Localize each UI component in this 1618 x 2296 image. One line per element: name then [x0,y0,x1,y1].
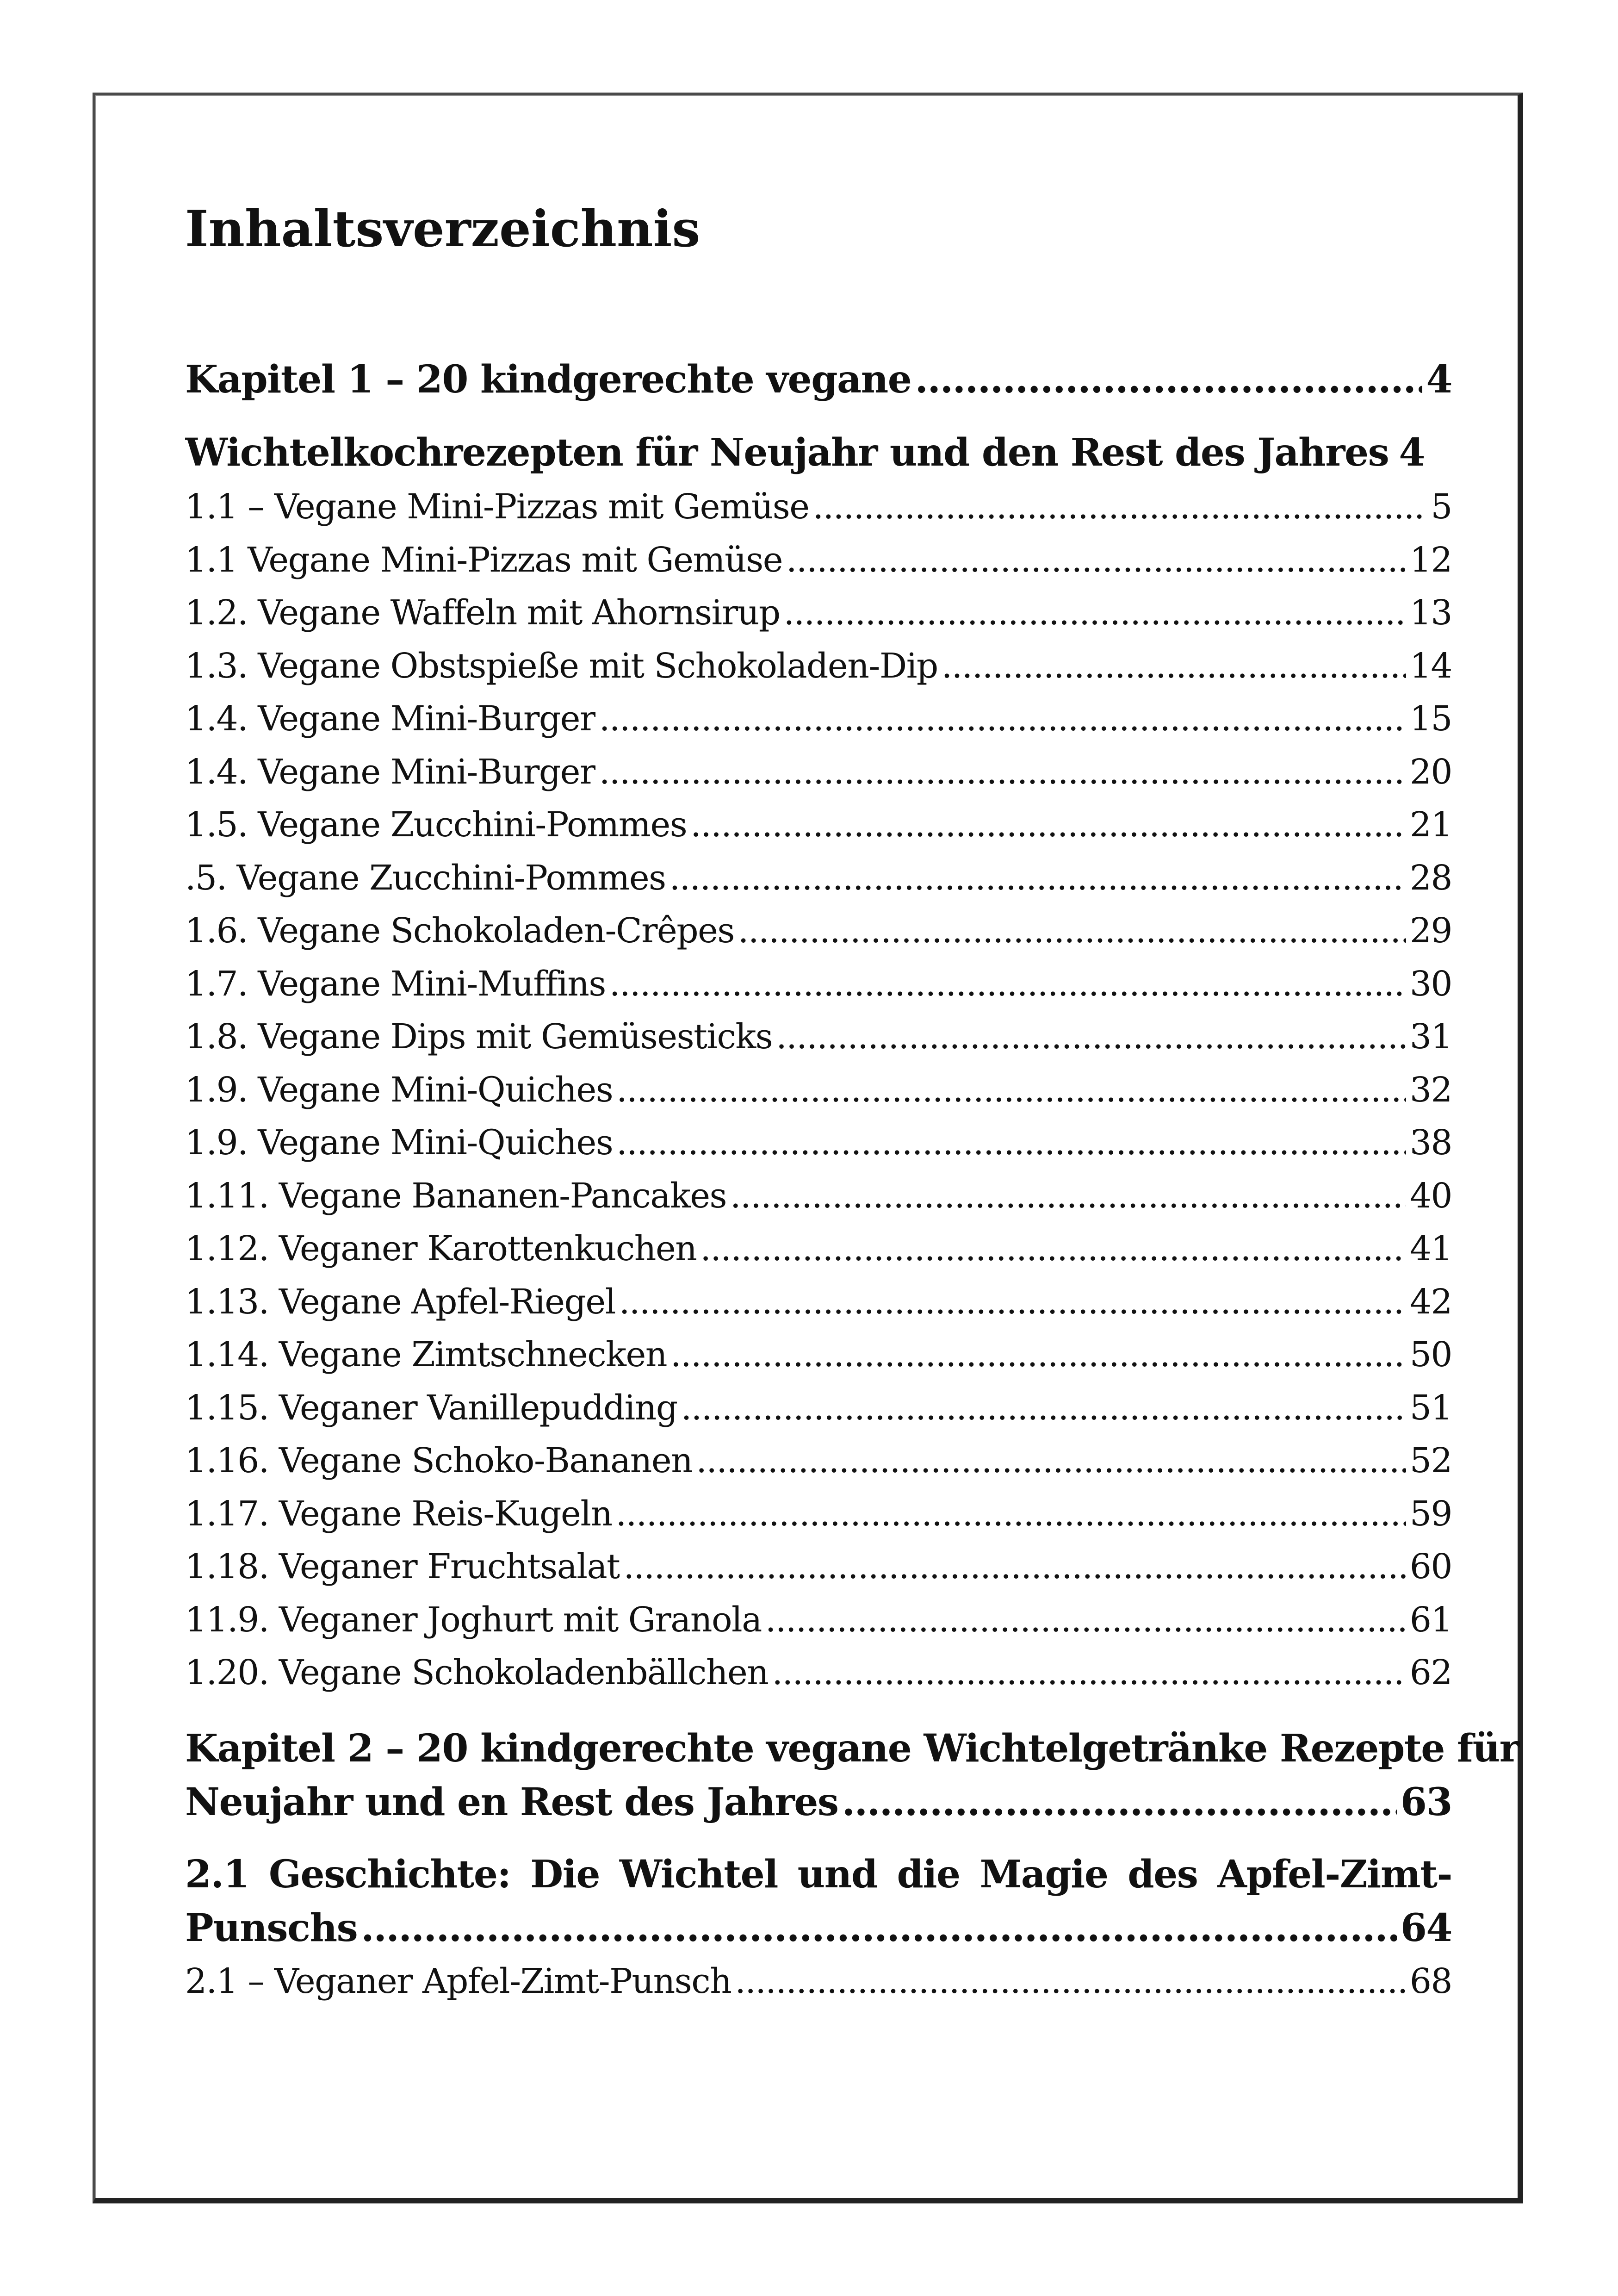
toc-entry-label: 1.9. Vegane Mini-Quiches [185,1070,613,1110]
toc-chapter-1-line-2[interactable] [185,425,1452,480]
toc-entry[interactable] [185,586,1452,640]
toc-entry-label: 1.18. Veganer Fruchtsalat [185,1547,620,1587]
dot-leader [776,1010,1406,1064]
toc-section-2-1-line-2 [185,1901,1452,1955]
toc-entry-label: Kapitel 2 – 20 kindgerechte vegane Wichtelgetränke Rezepte für [185,1726,1519,1771]
toc-entry-label: 1.4. Vegane Mini-Burger [185,752,595,792]
dot-leader [842,1775,1397,1829]
toc-entry-label: 1.13. Vegane Apfel-Riegel [185,1282,615,1322]
toc-entry[interactable] [185,1540,1452,1593]
dot-leader [730,1170,1406,1223]
toc-entry-label: 1.5. Vegane Zucchini-Pommes [185,805,687,845]
toc-entry-label: Punschs [185,1905,358,1950]
toc-entry-label: Neujahr und en Rest des Jahres [185,1780,838,1824]
dot-leader [609,958,1406,1011]
toc-entry-label: 1.16. Vegane Schoko-Bananen [185,1441,693,1481]
toc-entry[interactable] [185,1010,1452,1064]
dot-leader [670,1328,1406,1381]
toc-entry-page: 12 [1409,540,1452,580]
toc-entry-page: 63 [1400,1780,1452,1824]
dot-leader [738,904,1406,958]
toc-entry-label: 1.6. Vegane Schokoladen-Crêpes [185,911,734,951]
toc-entry[interactable] [185,534,1452,587]
toc-entry[interactable] [185,1328,1452,1381]
toc-entry-label: 1.9. Vegane Mini-Quiches [185,1123,613,1163]
toc-entry-page: 68 [1409,1961,1452,2001]
dot-leader [670,852,1406,905]
dot-leader [599,746,1406,799]
dot-leader [690,798,1406,852]
toc-entry-label: 1.11. Vegane Bananen-Pancakes [185,1176,727,1216]
dot-leader [696,1434,1406,1487]
toc-entry[interactable] [185,1434,1452,1487]
toc-chapter-1-entries [185,480,1452,1699]
dot-leader [599,692,1406,746]
toc-entry-label: 1.3. Vegane Obstspieße mit Schokoladen-Dip [185,646,938,686]
toc-entry-label: 1.7. Vegane Mini-Muffins [185,964,606,1004]
toc-entry[interactable] [185,746,1452,799]
toc-chapter-1-line-1[interactable] [185,352,1452,407]
toc-entry-page: 50 [1409,1335,1452,1375]
toc-entry-page: 29 [1409,911,1452,951]
toc-entry[interactable] [185,1064,1452,1117]
toc-entry-page: 61 [1409,1599,1452,1640]
toc-title: Inhaltsverzeichnis [185,200,701,258]
toc-entry-page: 42 [1409,1282,1452,1322]
toc-entry-page: 41 [1409,1229,1452,1269]
toc-entry-page: 32 [1409,1070,1452,1110]
toc-entry[interactable] [185,1170,1452,1223]
dot-leader [616,1116,1406,1170]
toc-entry-label: 1.1 – Vegane Mini-Pizzas mit Gemüse [185,487,809,527]
dot-leader [786,534,1406,587]
toc-entry-page: 31 [1409,1017,1452,1057]
toc-entry-page: 60 [1409,1547,1452,1587]
toc-entry-page: 13 [1409,593,1452,633]
toc-entry-page: 15 [1409,699,1452,739]
toc-entry-label: 1.17. Vegane Reis-Kugeln [185,1493,612,1534]
toc-entry-label: 1.8. Vegane Dips mit Gemüsesticks [185,1017,773,1057]
dot-leader [623,1540,1406,1593]
toc-entry[interactable] [185,640,1452,693]
toc-entry-page: 21 [1409,805,1452,845]
toc-entry-page: 40 [1409,1176,1452,1216]
toc-entry[interactable] [185,692,1452,746]
toc-entry-page: 52 [1409,1441,1452,1481]
toc-entry[interactable] [185,1222,1452,1276]
toc-entry-label: 2.1 – Veganer Apfel-Zimt-Punsch [185,1961,732,2001]
toc-entry[interactable] [185,1593,1452,1647]
toc-entry[interactable] [185,904,1452,958]
toc-entry[interactable] [185,480,1452,534]
toc-entry-page: 51 [1409,1388,1452,1428]
dot-leader [784,586,1406,640]
toc-entry-label: 1.20. Vegane Schokoladenbällchen [185,1653,769,1692]
dot-leader [735,1955,1406,2008]
toc-entry-label: 1.12. Veganer Karottenkuchen [185,1229,697,1269]
toc-entry-label: 2.1 Geschichte: Die Wichtel und die Magie des Apfel-Zimt- [185,1852,1452,1897]
toc-entry-page: 64 [1400,1905,1452,1950]
toc-entry-label: Kapitel 1 – 20 kindgerechte vegane [185,357,911,402]
toc-entry-label: 1.15. Veganer Vanillepudding [185,1388,677,1428]
dot-leader [813,480,1427,534]
toc-entry[interactable] [185,1276,1452,1329]
toc-entry-page: 4 [1399,430,1425,475]
dot-leader [772,1646,1406,1699]
dot-leader [765,1593,1406,1647]
toc-entry-label: Wichtelkochrezepten für Neujahr und den Rest des Jahres [185,430,1389,475]
toc-entry-label: 1.4. Vegane Mini-Burger [185,699,595,739]
toc-entry[interactable] [185,1955,1452,2008]
toc-entry-label: 1.14. Vegane Zimtschnecken [185,1335,667,1375]
toc-entry-label: .5. Vegane Zucchini-Pommes [185,858,666,898]
toc-entry-page: 62 [1409,1653,1452,1692]
toc-chapter-2[interactable] [185,1722,1519,1829]
toc-entry[interactable] [185,1487,1452,1541]
dot-leader [619,1276,1406,1329]
toc-entry-page: 30 [1409,964,1452,1004]
toc-entry-label: 1.2. Vegane Waffeln mit Ahornsirup [185,593,780,633]
toc-entry[interactable] [185,958,1452,1011]
dot-leader [616,1487,1406,1541]
table-of-contents [185,194,1519,2008]
toc-entry[interactable] [185,1381,1452,1435]
toc-entry-page: 4 [1426,357,1452,402]
toc-entry[interactable] [185,1116,1452,1170]
dot-leader [681,1381,1406,1435]
toc-entry[interactable] [185,1646,1452,1699]
toc-entry-page: 20 [1409,752,1452,792]
dot-leader [915,352,1422,407]
toc-chapter-2-entries [185,1955,1452,2008]
dot-leader [700,1222,1406,1276]
toc-entry-label: 11.9. Veganer Joghurt mit Granola [185,1599,762,1640]
dot-leader [942,640,1406,693]
toc-section-2-1[interactable] [185,1848,1452,1955]
toc-entry-page: 59 [1409,1493,1452,1534]
toc-entry-page: 14 [1409,646,1452,686]
dot-leader [361,1901,1397,1955]
toc-entry[interactable] [185,798,1452,852]
toc-entry-page: 5 [1431,487,1452,527]
toc-entry-page: 28 [1409,858,1452,898]
toc-entry-label: 1.1 Vegane Mini-Pizzas mit Gemüse [185,540,783,580]
dot-leader [616,1064,1406,1117]
toc-entry[interactable] [185,852,1452,905]
toc-entry-page: 38 [1409,1123,1452,1163]
toc-chapter-2-line-2 [185,1775,1452,1829]
